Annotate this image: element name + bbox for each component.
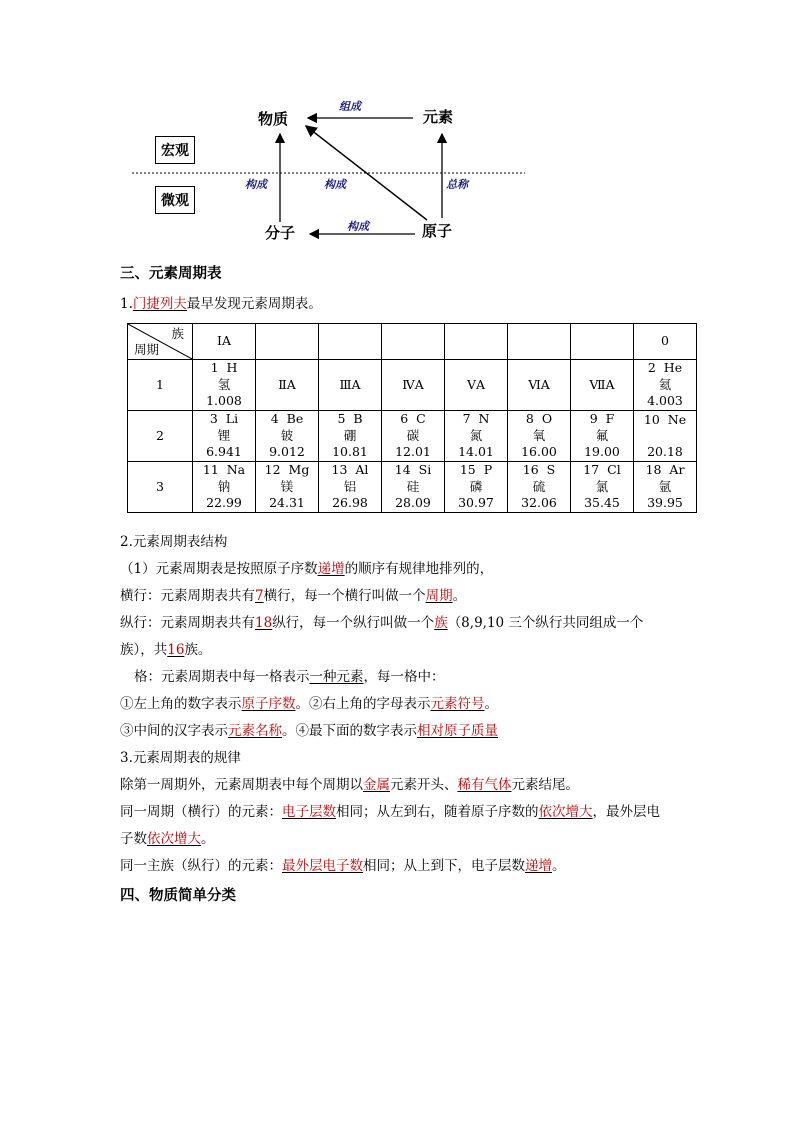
label-constitute-bottom: 构成 [347, 220, 369, 233]
table-row [128, 462, 697, 513]
text: 元素开头、 [390, 777, 458, 793]
element-cell [382, 462, 445, 513]
element-cell [634, 462, 697, 513]
structure-line-6 [120, 692, 498, 712]
element-number-symbol: 13 Al [331, 462, 369, 478]
corner-period-label: 周期 [134, 342, 160, 357]
text: 纵行：元素周期表共有 [120, 615, 255, 631]
diagram-arrows [130, 96, 530, 246]
blank-answer: 电子层数 [282, 804, 336, 820]
text: 同一主族（纵行）的元素： [120, 858, 282, 874]
blank-answer: 稀有气体 [457, 777, 512, 793]
element-cell [382, 360, 445, 411]
element-number-symbol: 17 Cl [583, 462, 621, 478]
element-cell [634, 360, 697, 411]
text: 。 [484, 696, 498, 712]
element-mass: 9.012 [269, 444, 305, 460]
element-number-symbol: 16 S [522, 462, 556, 478]
element-name: 氩 [658, 478, 672, 494]
element-number-symbol: ⅦA [589, 376, 615, 392]
micro-box: 微观 [155, 186, 195, 214]
text: 除第一周期外，元素周期表中每个周期以 [120, 777, 363, 793]
element-mass: 14.01 [458, 444, 494, 460]
element-name: 氢 [217, 376, 231, 392]
element-name: 钠 [217, 478, 231, 494]
element-cell [319, 360, 382, 411]
element-cell [256, 360, 319, 411]
macro-box: 宏观 [155, 136, 195, 164]
element-cell [445, 360, 508, 411]
element-cell [319, 411, 382, 462]
text: 横行：元素周期表共有 [120, 588, 255, 604]
element-mass: 10.81 [332, 444, 368, 460]
blank-answer: 最外层电子数 [282, 858, 363, 874]
element-number-symbol: 11 Na [202, 462, 246, 478]
period-cell: 2 [128, 411, 193, 462]
header-cell [571, 324, 634, 360]
structure-line-1 [120, 557, 493, 577]
element-name: 氦 [658, 376, 672, 392]
element-mass: 4.003 [647, 393, 683, 409]
element-name: 硅 [406, 478, 420, 494]
blank-answer: 原子序数 [241, 696, 296, 712]
element-number-symbol: 2 He [647, 360, 683, 376]
element-mass: 16.00 [521, 444, 557, 460]
element-name: 铝 [343, 478, 357, 494]
element-mass: 19.00 [584, 444, 620, 460]
blank-answer: 7 [255, 588, 264, 604]
text: 的顺序有规律地排列的， [344, 561, 494, 577]
text: 格：元素周期表中每一格表示 [134, 669, 310, 685]
table-header-row [128, 324, 697, 360]
blank-answer: 金属 [363, 777, 390, 793]
structure-line-2 [120, 584, 466, 604]
element-mass: 28.09 [395, 495, 431, 511]
element-mass: 22.99 [206, 495, 242, 511]
element-number-symbol: 12 Mg [264, 462, 310, 478]
structure-line-4 [120, 638, 211, 658]
element-number-symbol: 14 Si [394, 462, 432, 478]
text: （1）元素周期表是按照原子序数 [120, 561, 318, 577]
element-number-symbol: ⅡA [278, 376, 296, 392]
text: ，最外层电 [592, 804, 660, 820]
element-cell [319, 462, 382, 513]
text: 。②右上角的字母表示 [295, 696, 431, 712]
element-number-symbol: ⅥA [528, 376, 550, 392]
label-collective: 总称 [446, 178, 468, 191]
element-cell [508, 360, 571, 411]
element-name: 氯 [595, 478, 609, 494]
element-number-symbol: 15 P [459, 462, 493, 478]
header-cell: ⅠA [193, 324, 256, 360]
element-mass: 24.31 [269, 495, 305, 511]
element-cell [193, 462, 256, 513]
structure-line-5 [134, 665, 445, 685]
section-3-title: 三、元素周期表 [120, 266, 222, 282]
element-cell [571, 411, 634, 462]
rules-line-1 [120, 773, 579, 793]
element-cell [382, 411, 445, 462]
table-row [128, 360, 697, 411]
blank-answer: 元素符号 [430, 696, 485, 712]
header-cell [508, 324, 571, 360]
rules-line-2 [120, 800, 660, 820]
text: 。 [552, 858, 566, 874]
text: 横行，每一个横行叫做一个 [263, 588, 426, 604]
element-cell [445, 411, 508, 462]
blank-answer: 依次增大 [147, 831, 201, 847]
element-mass: 1.008 [206, 393, 242, 409]
blank-answer: 元素名称 [228, 723, 282, 739]
element-name: 磷 [469, 478, 483, 494]
element-name [634, 428, 696, 444]
label-molecule: 分子 [265, 224, 296, 242]
label-constitute-diag: 构成 [324, 178, 346, 191]
blank-answer: 族 [434, 615, 448, 631]
structure-line-7 [120, 719, 498, 739]
text: 。 [201, 831, 215, 847]
q1-prefix: 1. [120, 296, 133, 312]
section-4-title: 四、物质简单分类 [120, 888, 236, 904]
header-cell [319, 324, 382, 360]
text: 族。 [184, 642, 212, 658]
element-name: 硫 [532, 478, 546, 494]
label-constitute-left: 构成 [245, 178, 267, 191]
element-cell [256, 462, 319, 513]
element-number-symbol: 10 Ne [643, 411, 687, 427]
structure-title: 2.元素周期表结构 [120, 534, 228, 550]
table-body [128, 360, 697, 513]
label-atom: 原子 [422, 222, 453, 240]
element-cell [193, 411, 256, 462]
element-number-symbol: 8 O [525, 411, 553, 427]
element-number-symbol: ⅤA [466, 376, 486, 392]
text: 。④最下面的数字表示 [282, 723, 417, 739]
underlined-text: 一种元素 [309, 669, 364, 685]
text: 相同；从上到下，电子层数 [363, 858, 525, 874]
text: 同一周期（横行）的元素： [120, 804, 282, 820]
element-mass: 6.941 [206, 444, 242, 460]
label-compose: 组成 [339, 100, 361, 113]
element-cell [571, 462, 634, 513]
label-element: 元素 [423, 108, 454, 126]
element-number-symbol: ⅢA [339, 376, 361, 392]
text: 元素结尾。 [511, 777, 579, 793]
element-mass: 20.18 [647, 444, 683, 459]
element-cell [445, 462, 508, 513]
q1-line [120, 292, 322, 312]
blank-answer: 16 [167, 642, 185, 658]
element-number-symbol: 9 F [589, 411, 615, 427]
q1-answer: 门捷列夫 [132, 296, 187, 312]
element-name: 锂 [217, 427, 231, 443]
rules-title: 3.元素周期表的规律 [120, 750, 241, 766]
blank-answer: 18 [255, 615, 273, 631]
structure-line-3 [120, 611, 643, 631]
rules-line-4 [120, 854, 566, 874]
element-mass: 35.45 [584, 495, 620, 511]
table-corner-cell [128, 324, 193, 360]
element-name: 硼 [343, 427, 357, 443]
element-cell [256, 411, 319, 462]
element-cell [508, 462, 571, 513]
text: 族），共 [120, 642, 168, 658]
period-cell: 1 [128, 360, 193, 411]
q1-suffix: 最早发现元素周期表。 [186, 296, 322, 312]
element-cell [508, 411, 571, 462]
element-name: 镁 [280, 478, 294, 494]
text: 子数 [120, 831, 147, 847]
text: ，每一格中： [363, 669, 445, 685]
blank-answer: 递增 [525, 858, 552, 874]
element-number-symbol: 18 Ar [645, 462, 685, 478]
element-number-symbol: ⅣA [402, 376, 424, 392]
element-name: 氟 [595, 427, 609, 443]
concept-diagram [130, 96, 530, 246]
rules-line-3 [120, 827, 215, 847]
header-cell [382, 324, 445, 360]
element-mass: 32.06 [521, 495, 557, 511]
text: 相同；从左到右，随着原子序数的 [336, 804, 539, 820]
text: （8,9,10 三个纵行共同组成一个 [447, 615, 644, 631]
blank-answer: 递增 [317, 561, 345, 577]
header-cell: 0 [634, 324, 697, 360]
element-number-symbol: 1 H [210, 360, 238, 376]
text: 。 [452, 588, 467, 604]
periodic-table [127, 323, 697, 513]
element-mass: 39.95 [647, 495, 683, 511]
element-cell [634, 411, 697, 462]
table-row [128, 411, 697, 462]
element-number-symbol: 4 Be [270, 411, 304, 427]
element-number-symbol: 7 N [462, 411, 490, 427]
element-name: 氧 [532, 427, 546, 443]
blank-answer: 周期 [425, 588, 453, 604]
text: ①左上角的数字表示 [120, 696, 242, 712]
period-cell: 3 [128, 462, 193, 513]
text: ③中间的汉字表示 [120, 723, 228, 739]
blank-answer: 相对原子质量 [417, 723, 498, 739]
header-cell [256, 324, 319, 360]
element-cell [193, 360, 256, 411]
element-cell [571, 360, 634, 411]
header-cell [445, 324, 508, 360]
element-name: 铍 [280, 427, 294, 443]
element-mass: 12.01 [395, 444, 431, 460]
element-number-symbol: 6 C [400, 411, 426, 427]
text: 纵行，每一个纵行叫做一个 [272, 615, 435, 631]
element-number-symbol: 5 B [337, 411, 363, 427]
element-name: 碳 [406, 427, 420, 443]
blank-answer: 依次增大 [538, 804, 593, 820]
element-mass: 26.98 [332, 495, 368, 511]
label-substance: 物质 [258, 110, 289, 128]
corner-group-label: 族 [171, 326, 184, 341]
element-number-symbol: 3 Li [209, 411, 239, 427]
element-mass: 30.97 [458, 495, 494, 511]
element-name: 氮 [469, 427, 483, 443]
